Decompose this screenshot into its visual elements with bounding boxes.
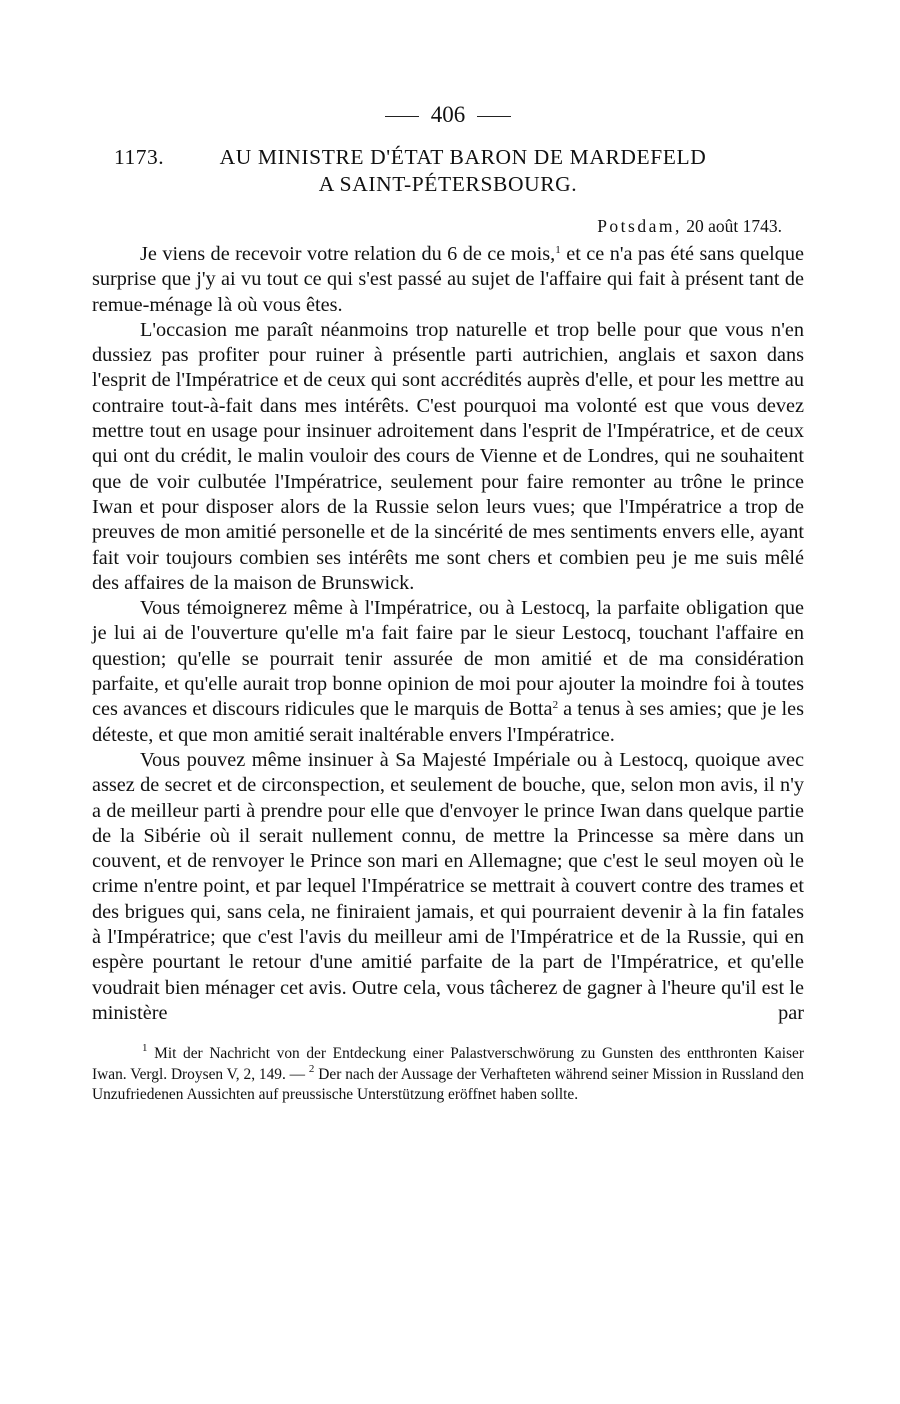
page-number-line [92, 100, 804, 130]
paragraph-3-text: Vous témoignerez même à l'Impératrice, ou à Lestocq, la parfaite obligation que je lui ai de l'ouverture qu'elle m'a fait faire par le sieur Lestocq, touchant l'affaire en question; qu'elle se pourrait tenir assurée de mon amitié et de ma considération parfaite, et qu'elle aurait trop bonne opinion de moi pour ajouter la moindre foi à toutes ces avances et discours ridicules que le marquis de Botta [92, 597, 804, 721]
footnotes [92, 1044, 804, 1106]
paragraph-2: L'occasion me paraît néanmoins trop naturelle et trop belle pour que vous n'en dussiez pas profiter pour ruiner à présentle parti autrichien, anglais et saxon dans l'esprit de l'Impératrice et de ceux qui sont accrédités auprès d'elle, et pour les mettre au contraire tout-à-fait dans mes intérêts. C'est pourquoi ma volonté est que vous devez mettre tout en usage pour insinuer adroitement dans l'esprit de l'Impératrice, et de ceux qui ont du crédit, le malin vouloir des cours de Vienne et de Londres, qui ne souhaitent que de voir culbutée l'Impératrice, seulement pour faire remonter au trône le prince Iwan et pour disposer alors de la Russie selon leurs vues; que l'Impératrice a trop de preuves de mon amitié personelle et de la sincérité de mes sentiments envers elle, ayant fait voir toujours combien ses intérêts me sont chers et combien peu je me suis mêlé des affaires de la maison de Brunswick. [92, 318, 804, 594]
letter-heading [92, 144, 804, 198]
heading-line-1: AU MINISTRE D'ÉTAT BARON DE MARDEFELD [219, 145, 707, 169]
dateline-date: 20 août 1743. [686, 216, 782, 236]
document-page [92, 100, 804, 1106]
letter-body [92, 242, 804, 1026]
footnote-paragraph [92, 1044, 804, 1106]
footnote-spacer [92, 1026, 804, 1044]
paragraph-1-text: Je viens de recevoir votre relation du 6 de ce mois, [140, 243, 556, 265]
paragraph-1 [92, 242, 804, 318]
footnote-2-text: Der nach der Aussage der Verhafteten während seiner Mission in Russland den Unzufriedenen Aussichten auf preussische Unterstützung eröffnet haben sollte. [92, 1065, 804, 1104]
left-dash [385, 116, 419, 117]
footnote-ref-2: 2 [552, 699, 559, 712]
paragraph-3 [92, 596, 804, 748]
dateline-place: Potsdam, [597, 216, 682, 236]
paragraph-4: Vous pouvez même insinuer à Sa Majesté Impériale ou à Lestocq, quoique avec assez de secret et de circonspection, et seulement de bouche, que, selon mon avis, il n'y a de meilleur parti à prendre pour elle que d'envoyer le prince Iwan dans quelque partie de la Sibérie où il serait nullement connu, de mettre la Princesse sa mère dans un couvent, et de renvoyer le Prince son mari en Allemagne; que c'est le seul moyen où le crime n'entre point, et par lequel l'Impératrice se mettrait à couvert contre des trames et des brigues qui, sans cela, ne finiraient jamais, et qui pourraient devenir à la fin fatales à l'Impératrice; que c'est l'avis du meilleur ami de l'Impératrice et de la Russie, qui en espère pourtant le retour d'une amitié parfaite de la part de l'Impératrice, et qu'elle voudrait bien ménager cet avis. Outre cela, vous tâcherez de gagner à l'heure qu'il est le ministère par [92, 748, 804, 1024]
dateline [92, 214, 804, 238]
footnote-ref-1: 1 [555, 244, 561, 256]
footnote-mark-2: 2 [308, 1062, 315, 1075]
paragraph-3-text-cont: a tenus à ses amies; que je les déteste, et que mon amitié serait inaltérable envers l'Impératrice. [92, 698, 804, 746]
right-dash [477, 116, 511, 117]
footnote-mark-1: 1 [142, 1042, 148, 1055]
heading-line-2: A SAINT-PÉTERSBOURG. [318, 172, 578, 196]
paragraph-1-text-cont: et ce n'a pas été sans quelque surprise que j'y ai vu tout ce qui s'est passé au sujet de l'affaire qui fait à présent tant de remue-ménage là où vous êtes. [92, 243, 804, 316]
letter-number: 1173. [114, 145, 165, 169]
page-number: 406 [430, 102, 466, 127]
footnote-1-text: Mit der Nachricht von der Entdeckung einer Palastverschwörung zu Gunsten des entthronten Kaiser Iwan. Vergl. Droysen V, 2, 149. — [92, 1045, 804, 1083]
